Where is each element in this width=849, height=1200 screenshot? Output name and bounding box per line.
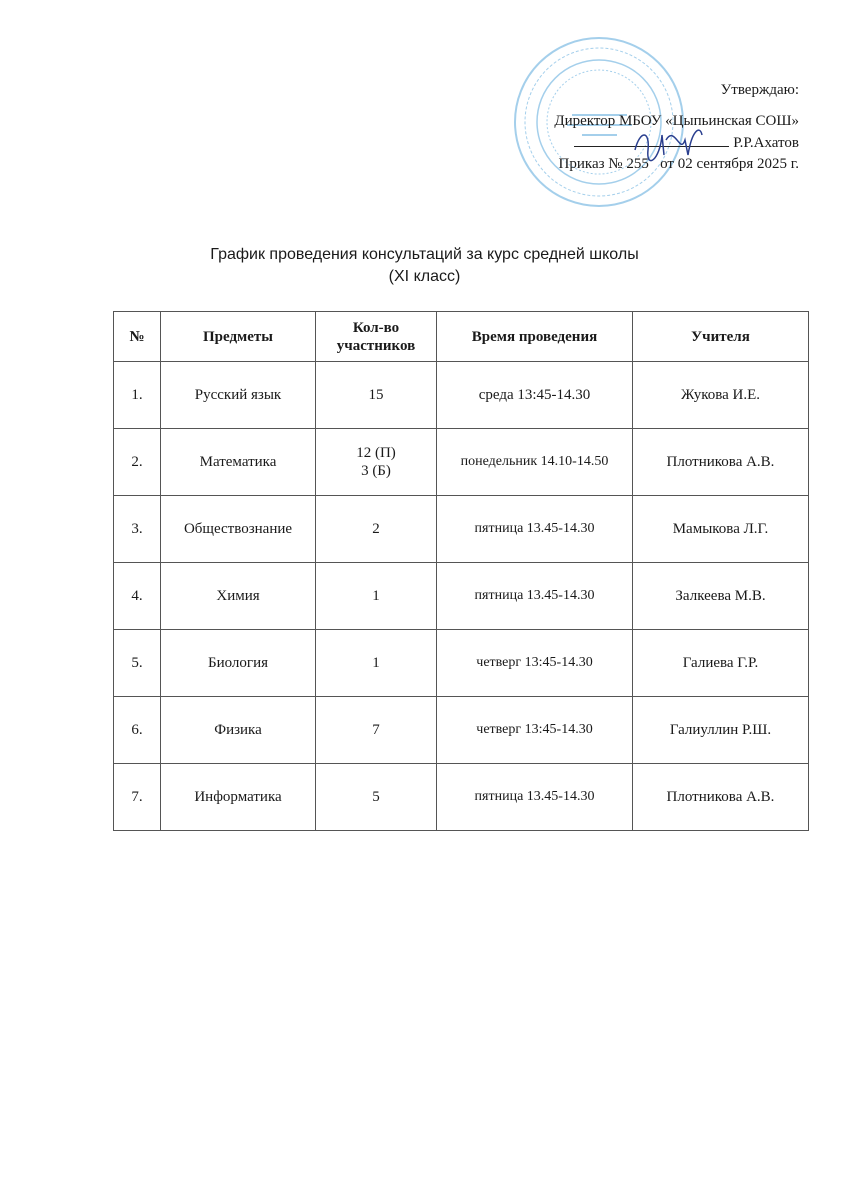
table-row: [114, 563, 809, 630]
cell-teacher: Галиева Г.Р.: [633, 630, 809, 697]
cell-subject: Математика: [161, 429, 316, 496]
count-value: 1: [372, 588, 380, 604]
cell-subject: Физика: [161, 697, 316, 764]
header-subject: Предметы: [161, 312, 316, 362]
cell-teacher: Залкеева М.В.: [633, 563, 809, 630]
cell-teacher: Плотникова А.В.: [633, 764, 809, 831]
table-row: [114, 697, 809, 764]
approval-heading: Утверждаю:: [720, 82, 799, 98]
title-line-1: График проведения консультаций за курс средней школы: [210, 246, 639, 263]
cell-count: [316, 764, 437, 831]
cell-time: пятница 13.45-14.30: [437, 496, 633, 563]
header-count: Кол-во участников: [316, 312, 437, 362]
header-number: №: [114, 312, 161, 362]
cell-time: среда 13:45-14.30: [437, 362, 633, 429]
cell-count: [316, 697, 437, 764]
approval-position: Директор МБОУ «Цыпьинская СОШ»: [554, 113, 799, 129]
table-header-row: [114, 312, 809, 362]
count-value: 1: [372, 655, 380, 671]
cell-number: 4.: [114, 563, 161, 630]
count-value: 7: [372, 722, 380, 738]
title-line-2: (XI класс): [388, 268, 461, 285]
cell-count: [316, 563, 437, 630]
cell-number: 6.: [114, 697, 161, 764]
table-row: [114, 764, 809, 831]
table-row: [114, 496, 809, 563]
cell-count: [316, 496, 437, 563]
cell-subject: Русский язык: [161, 362, 316, 429]
cell-number: 2.: [114, 429, 161, 496]
cell-subject: Обществознание: [161, 496, 316, 563]
cell-count: [316, 630, 437, 697]
count-value: 12 (П): [356, 445, 396, 461]
cell-teacher: Плотникова А.В.: [633, 429, 809, 496]
handwritten-signature: [630, 120, 710, 165]
director-name: Р.Р.Ахатов: [733, 135, 799, 151]
cell-time: пятница 13.45-14.30: [437, 764, 633, 831]
cell-number: 1.: [114, 362, 161, 429]
cell-number: 7.: [114, 764, 161, 831]
table-row: [114, 630, 809, 697]
cell-count: [316, 362, 437, 429]
count-value: 2: [372, 521, 380, 537]
table-row: [114, 362, 809, 429]
header-teacher: Учителя: [633, 312, 809, 362]
cell-time: пятница 13.45-14.30: [437, 563, 633, 630]
cell-number: 5.: [114, 630, 161, 697]
cell-count: [316, 429, 437, 496]
table-row: [114, 429, 809, 496]
order-number: Приказ № 255 от 02 сентября 2025 г.: [558, 156, 799, 172]
document-title: [0, 244, 849, 288]
cell-time: четверг 13:45-14.30: [437, 697, 633, 764]
cell-time: четверг 13:45-14.30: [437, 630, 633, 697]
cell-subject: Информатика: [161, 764, 316, 831]
count-value-secondary: 3 (Б): [361, 463, 391, 479]
cell-subject: Химия: [161, 563, 316, 630]
cell-teacher: Мамыкова Л.Г.: [633, 496, 809, 563]
count-value: 15: [368, 387, 384, 403]
header-time: Время проведения: [437, 312, 633, 362]
cell-teacher: Галиуллин Р.Ш.: [633, 697, 809, 764]
count-value: 5: [372, 789, 380, 805]
cell-subject: Биология: [161, 630, 316, 697]
consultation-schedule-table: [113, 311, 809, 831]
cell-time: понедельник 14.10-14.50: [437, 429, 633, 496]
cell-number: 3.: [114, 496, 161, 563]
cell-teacher: Жукова И.Е.: [633, 362, 809, 429]
